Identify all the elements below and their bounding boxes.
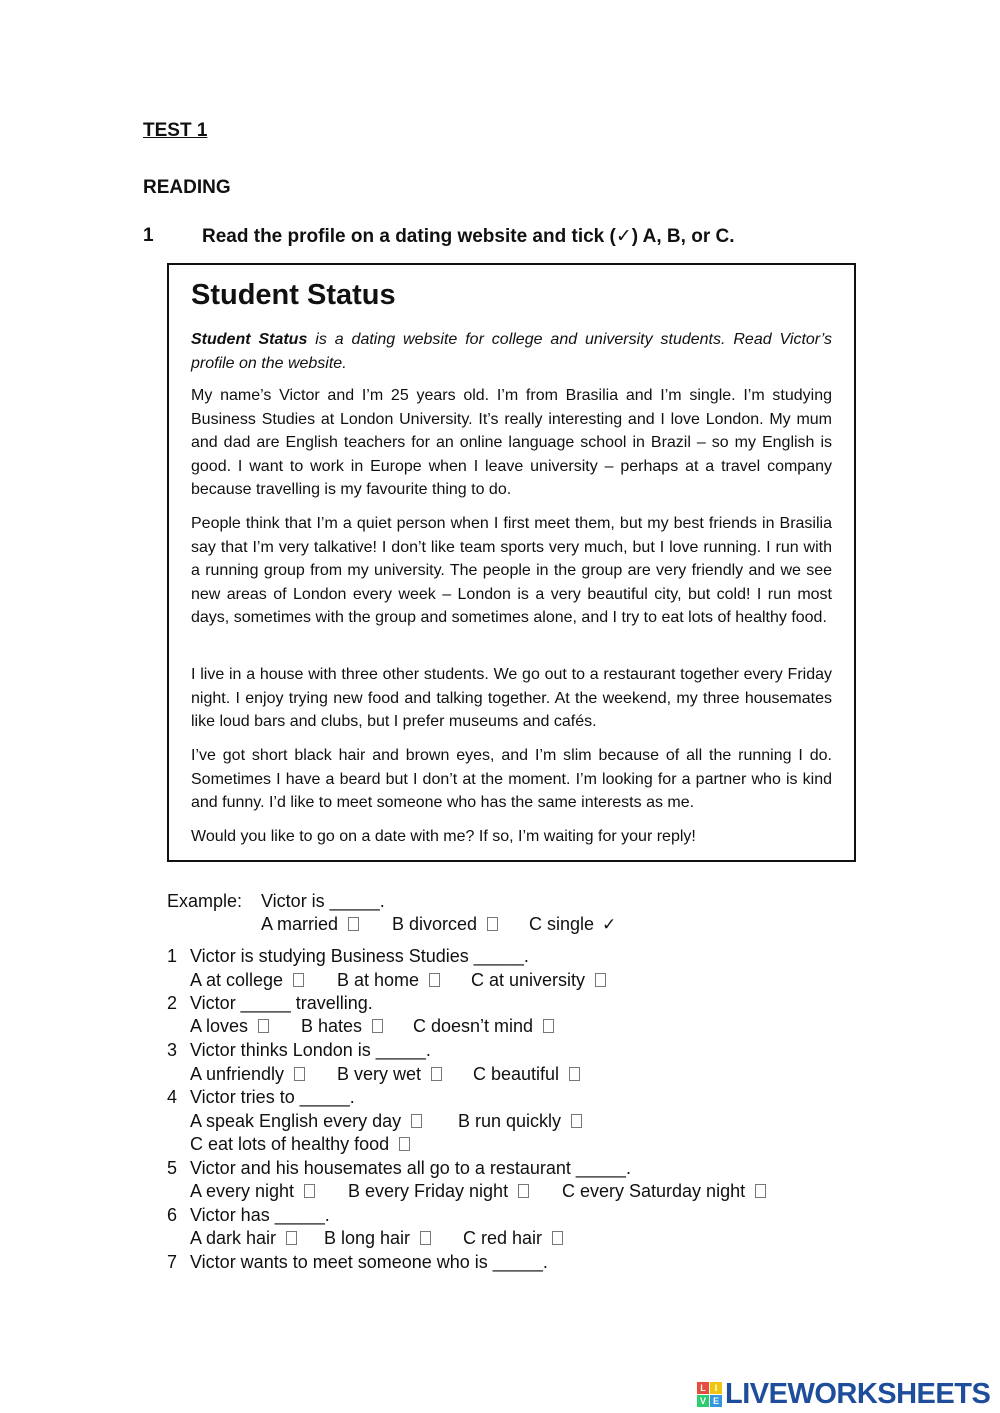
example-option-b <box>392 913 498 937</box>
logo-letter-e: E <box>710 1395 722 1407</box>
checkbox[interactable] <box>348 917 359 931</box>
profile-paragraph-3: I live in a house with three other students. We go out to a restaurant together every Friday night. I enjoy trying new food and talking together. At the weekend, my three housemates like loud bars and clubs, but I prefer museums and cafés. <box>191 666 832 730</box>
question-number: 7 <box>167 1252 178 1272</box>
option-label: B at home <box>337 970 420 990</box>
option-label: A at college <box>190 970 284 990</box>
checkbox[interactable] <box>293 973 304 987</box>
checkbox[interactable] <box>429 973 440 987</box>
checkbox[interactable] <box>286 1231 297 1245</box>
question-text: Victor tries to _____. <box>190 1087 355 1107</box>
question-text: Victor has _____. <box>190 1205 330 1225</box>
checkbox[interactable] <box>755 1184 766 1198</box>
logo-text: LIVEWORKSHEETS <box>725 1377 991 1410</box>
checkbox[interactable] <box>552 1231 563 1245</box>
question-text: Victor _____ travelling. <box>190 993 373 1013</box>
option-label: A speak English every day <box>190 1111 402 1131</box>
option-label: B very wet <box>337 1064 422 1084</box>
question-text: Victor and his housemates all go to a restaurant _____. <box>190 1158 631 1178</box>
q2-option-b <box>301 1015 383 1039</box>
instruction-number: 1 <box>143 225 154 246</box>
option-label: A married <box>261 914 339 934</box>
intro-text: is a dating website for college and university students. Read Victor’s profile on the website. <box>191 331 832 372</box>
logo-letter-i: I <box>710 1382 722 1394</box>
q5-option-a <box>190 1180 315 1204</box>
checkbox[interactable] <box>487 917 498 931</box>
option-label: A unfriendly <box>190 1064 285 1084</box>
q6-option-c <box>463 1227 563 1251</box>
option-label: C at university <box>471 970 586 990</box>
tick-icon: ✓ <box>602 915 617 934</box>
profile-paragraph-1: My name’s Victor and I’m 25 years old. I’m from Brasilia and I’m single. I’m studying Business Studies at London University. It’s really interesting and I love London. My mum and dad are English teachers for an online language school in Brazil – so my English is good. I want to work in Europe when I leave university – perhaps at a travel company because travelling is my favourite thing to do. <box>191 387 832 498</box>
checkbox[interactable] <box>294 1067 305 1081</box>
q4-option-c <box>190 1133 410 1157</box>
option-label: B divorced <box>392 914 478 934</box>
option-label: A dark hair <box>190 1228 277 1248</box>
intro-site-name: Student Status <box>191 331 308 348</box>
example-label: Example: <box>167 891 243 911</box>
question-number: 2 <box>167 993 178 1013</box>
q3-option-b <box>337 1063 442 1087</box>
q6-option-a <box>190 1227 297 1251</box>
question-text: Victor is studying Business Studies _____. <box>190 946 529 966</box>
question-number: 6 <box>167 1205 178 1225</box>
q5-option-c <box>562 1180 766 1204</box>
question-text: Victor thinks London is _____. <box>190 1040 431 1060</box>
option-label: A loves <box>190 1016 249 1036</box>
checkbox[interactable] <box>571 1114 582 1128</box>
checkbox[interactable] <box>258 1019 269 1033</box>
q2-option-a <box>190 1015 269 1039</box>
logo-letter-v: V <box>697 1395 709 1407</box>
option-label: B hates <box>301 1016 363 1036</box>
question-number: 5 <box>167 1158 178 1178</box>
option-label: B run quickly <box>458 1111 562 1131</box>
question-text: Victor wants to meet someone who is _____. <box>190 1252 548 1272</box>
q5-option-b <box>348 1180 529 1204</box>
checkbox[interactable] <box>399 1137 410 1151</box>
checkbox[interactable] <box>372 1019 383 1033</box>
question-number: 1 <box>167 946 178 966</box>
question-number: 3 <box>167 1040 178 1060</box>
section-heading: READING <box>143 177 231 198</box>
q1-option-c <box>471 969 606 993</box>
option-label: B every Friday night <box>348 1181 509 1201</box>
checkbox[interactable] <box>518 1184 529 1198</box>
option-label: C beautiful <box>473 1064 560 1084</box>
checkbox[interactable] <box>569 1067 580 1081</box>
checkbox[interactable] <box>411 1114 422 1128</box>
option-label: B long hair <box>324 1228 411 1248</box>
q2-option-c <box>413 1015 554 1039</box>
profile-intro <box>191 328 832 375</box>
profile-paragraph-2: People think that I’m a quiet person when I first meet them, but my best friends in Brasilia say that I’m very talkative! I don’t like team sports very much, but I love running. I run with a running group from my university. The people in the group are very friendly and we see new areas of London every week – London is a very beautiful city, but cold! I run most days, sometimes with the group and sometimes alone, and I try to eat lots of healthy food. <box>191 515 832 626</box>
instruction-text: Read the profile on a dating website and tick (✓) A, B, or C. <box>202 226 735 247</box>
option-label: C every Saturday night <box>562 1181 746 1201</box>
option-label: C red hair <box>463 1228 543 1248</box>
logo-letter-l: L <box>697 1382 709 1394</box>
checkbox[interactable] <box>420 1231 431 1245</box>
q3-option-a <box>190 1063 305 1087</box>
profile-paragraph-5: Would you like to go on a date with me? If so, I’m waiting for your reply! <box>191 828 696 845</box>
q6-option-b <box>324 1227 431 1251</box>
q4-option-b <box>458 1110 582 1134</box>
profile-paragraph-4: I’ve got short black hair and brown eyes, and I’m slim because of all the running I do. Sometimes I have a beard but I don’t at the moment. I’m looking for a partner who is kind and funny. I’d like to meet someone who has the same interests as me. <box>191 747 832 811</box>
q3-option-c <box>473 1063 580 1087</box>
checkbox[interactable] <box>595 973 606 987</box>
liveworksheets-logo <box>697 1378 990 1410</box>
q1-option-a <box>190 969 304 993</box>
checkbox[interactable] <box>543 1019 554 1033</box>
q4-option-a <box>190 1110 422 1134</box>
checkbox[interactable] <box>431 1067 442 1081</box>
option-label: C doesn’t mind <box>413 1016 534 1036</box>
example-option-c <box>529 913 616 937</box>
q1-option-b <box>337 969 440 993</box>
checkbox[interactable] <box>304 1184 315 1198</box>
option-label: A every night <box>190 1181 295 1201</box>
profile-title: Student Status <box>191 279 396 311</box>
question-number: 4 <box>167 1087 178 1107</box>
option-label: C eat lots of healthy food <box>190 1134 390 1154</box>
test-title: TEST 1 <box>143 120 208 141</box>
option-label: C single <box>529 914 595 934</box>
example-option-a <box>261 913 359 937</box>
logo-mark-icon <box>697 1382 722 1407</box>
example-question: Victor is _____. <box>261 891 385 911</box>
